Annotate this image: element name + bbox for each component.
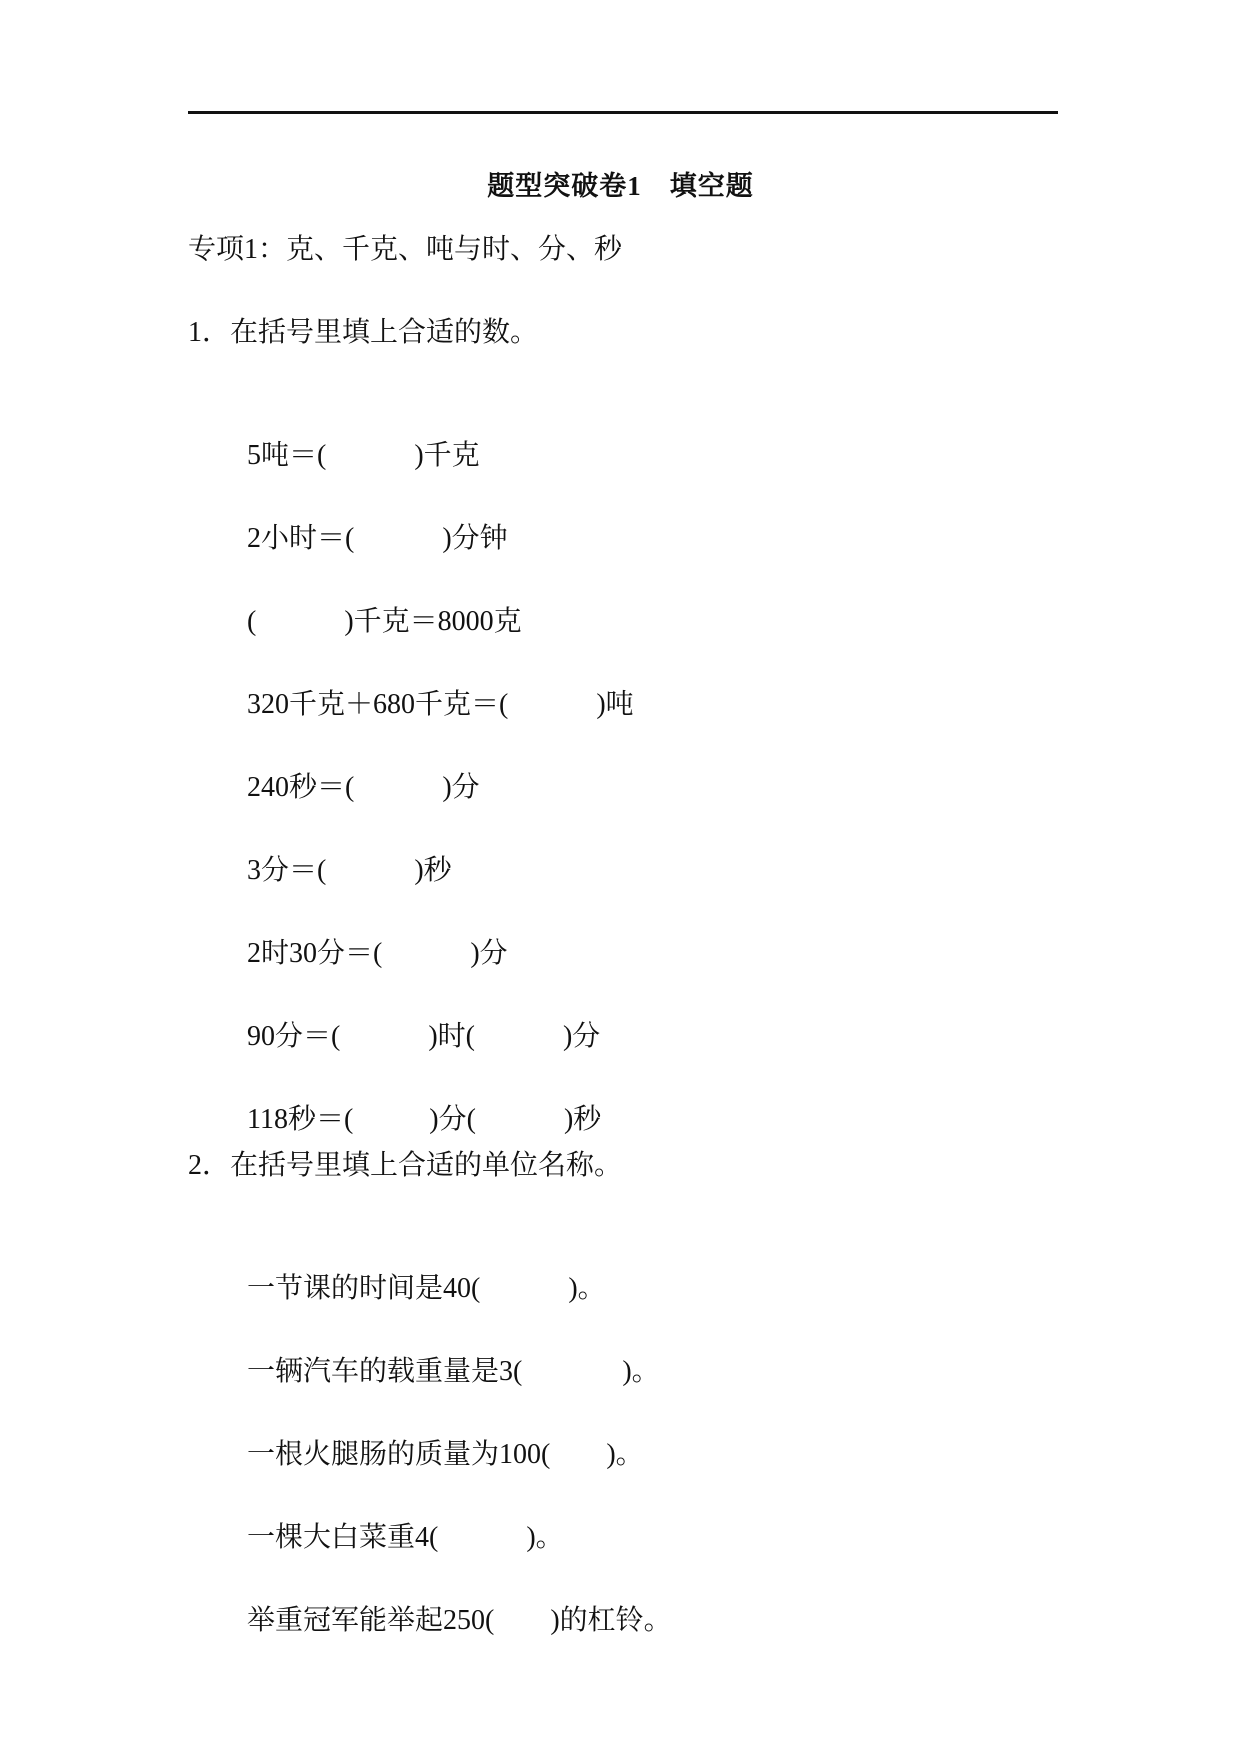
question-1-prompt: 1．在括号里填上合适的数。 bbox=[188, 317, 539, 348]
q1-item-5 bbox=[233, 728, 480, 808]
q2-item-3 bbox=[233, 1395, 644, 1475]
question-2-prompt: 2．在括号里填上合适的单位名称。 bbox=[188, 1150, 623, 1181]
q1-item-9-part-b: )分( bbox=[429, 1104, 476, 1135]
q1-item-3 bbox=[233, 562, 522, 642]
q1-item-4 bbox=[233, 645, 634, 725]
section-heading: 专项1：克、千克、吨与时、分、秒 bbox=[188, 234, 623, 265]
q1-item-2-part-b: )分钟 bbox=[442, 523, 508, 554]
q1-item-7-part-a: 2时30分＝( bbox=[247, 938, 383, 969]
q2-item-4-part-a: 一棵大白菜重4( bbox=[247, 1522, 439, 1553]
q2-item-5 bbox=[233, 1561, 672, 1641]
q1-item-8-part-a: 90分＝( bbox=[247, 1021, 341, 1052]
q1-item-3-part-b: )千克＝8000克 bbox=[344, 606, 522, 637]
q1-item-6-part-b: )秒 bbox=[414, 855, 452, 886]
q2-item-3-part-b: )。 bbox=[606, 1439, 644, 1470]
q1-item-5-part-a: 240秒＝( bbox=[247, 772, 355, 803]
q1-item-4-part-b: )吨 bbox=[596, 689, 634, 720]
q1-item-9-part-c: )秒 bbox=[563, 1104, 602, 1135]
q1-item-1 bbox=[233, 396, 480, 476]
q1-item-6-part-a: 3分＝( bbox=[247, 855, 327, 886]
q1-item-6 bbox=[233, 811, 452, 891]
q1-item-9 bbox=[233, 1060, 601, 1140]
q1-item-2-part-a: 2小时＝( bbox=[247, 523, 355, 554]
q1-item-5-part-b: )分 bbox=[442, 772, 480, 803]
q1-item-8-part-c: )分 bbox=[562, 1021, 601, 1052]
page-title: 题型突破卷1 填空题 bbox=[487, 171, 754, 201]
q1-item-2 bbox=[233, 479, 508, 559]
q1-item-7 bbox=[233, 894, 508, 974]
q1-item-7-part-b: )分 bbox=[470, 938, 508, 969]
q2-item-4-part-b: )。 bbox=[526, 1522, 564, 1553]
q2-item-5-part-a: 举重冠军能举起250( bbox=[247, 1605, 495, 1636]
q2-item-5-part-b: )的杠铃。 bbox=[550, 1605, 672, 1636]
q2-item-2-part-b: )。 bbox=[622, 1356, 660, 1387]
q1-item-8-part-b: )时( bbox=[428, 1021, 475, 1052]
q2-item-3-part-a: 一根火腿肠的质量为100( bbox=[247, 1439, 551, 1470]
q1-item-8 bbox=[233, 977, 600, 1057]
q1-item-1-part-a: 5吨＝( bbox=[247, 440, 327, 471]
q1-item-3-part-a: ( bbox=[247, 606, 257, 637]
q1-item-9-part-a: 118秒＝( bbox=[247, 1104, 354, 1135]
q2-item-4 bbox=[233, 1478, 564, 1558]
q1-item-1-part-b: )千克 bbox=[414, 440, 480, 471]
q2-item-2 bbox=[233, 1312, 660, 1392]
q1-item-4-part-a: 320千克＋680千克＝( bbox=[247, 689, 509, 720]
q2-item-1 bbox=[233, 1229, 606, 1309]
q2-item-1-part-a: 一节课的时间是40( bbox=[247, 1273, 481, 1304]
q2-item-1-part-b: )。 bbox=[568, 1273, 606, 1304]
q2-item-2-part-a: 一辆汽车的载重量是3( bbox=[247, 1356, 523, 1387]
header-rule bbox=[188, 111, 1058, 114]
